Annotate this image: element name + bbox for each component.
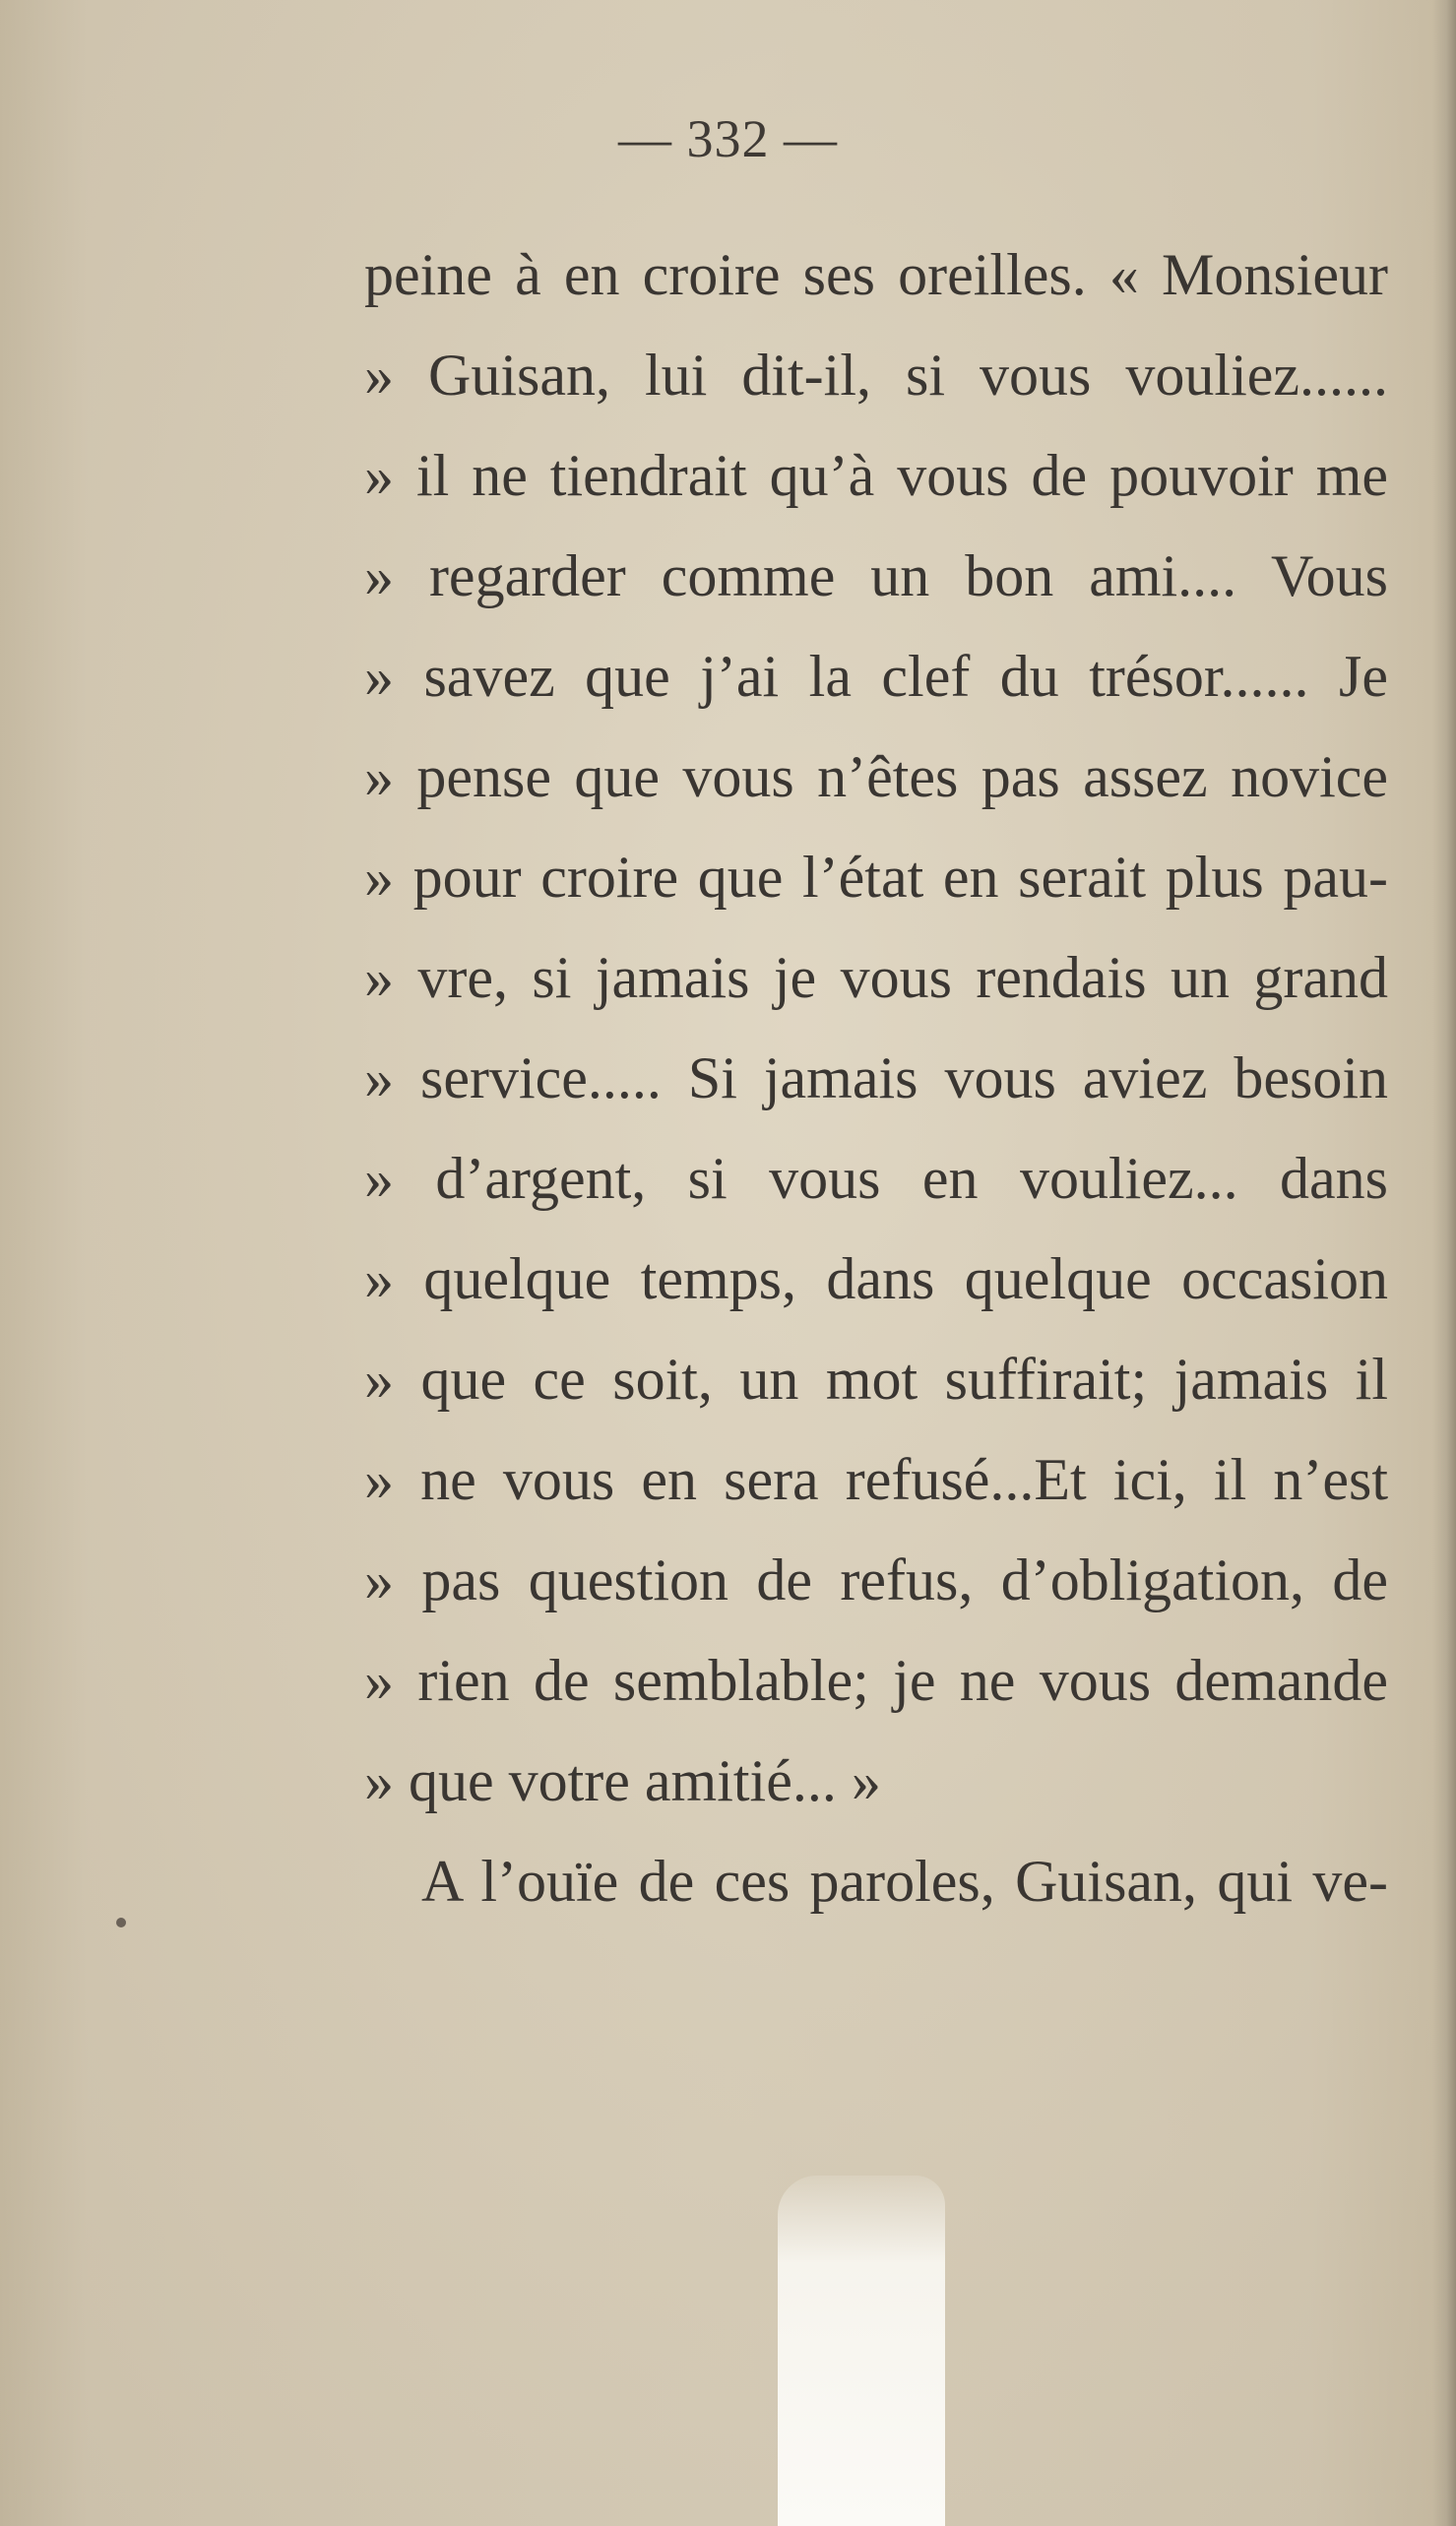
text-line: » Guisan, lui dit-il, si vous vouliez...... (364, 343, 1388, 408)
text-line: » regarder comme un bon ami.... Vous (364, 543, 1388, 608)
text-line: » ne vous en sera refusé...Et ici, il n’est (364, 1447, 1388, 1512)
body-text (364, 224, 1388, 1931)
text-line: » il ne tiendrait qu’à vous de pouvoir me (364, 443, 1388, 508)
text-line: » vre, si jamais je vous rendais un grand (364, 945, 1388, 1010)
text-line: » savez que j’ai la clef du trésor...... Je (364, 644, 1388, 709)
text-line: » rien de semblable; je ne vous demande (364, 1648, 1388, 1713)
page-number: — 332 — (618, 109, 838, 168)
paper-tear (778, 2176, 945, 2526)
text-line: peine à en croire ses oreilles. « Monsieur (364, 242, 1388, 307)
text-line: » que votre amitié... » (364, 1748, 881, 1813)
text-line: » pense que vous n’êtes pas assez novice (364, 744, 1388, 809)
paper-speck (116, 1918, 126, 1927)
text-line: » pour croire que l’état en serait plus pau- (364, 845, 1388, 910)
paragraph-start-line: A l’ouïe de ces paroles, Guisan, qui ve- (421, 1849, 1388, 1914)
text-line: » pas question de refus, d’obligation, de (364, 1547, 1388, 1612)
text-line: » quelque temps, dans quelque occasion (364, 1246, 1388, 1311)
text-line: » que ce soit, un mot suffirait; jamais il (364, 1347, 1388, 1412)
page-edge (1432, 0, 1456, 2526)
text-line: » d’argent, si vous en vouliez... dans (364, 1146, 1388, 1211)
text-line: » service..... Si jamais vous aviez besoin (364, 1045, 1388, 1110)
